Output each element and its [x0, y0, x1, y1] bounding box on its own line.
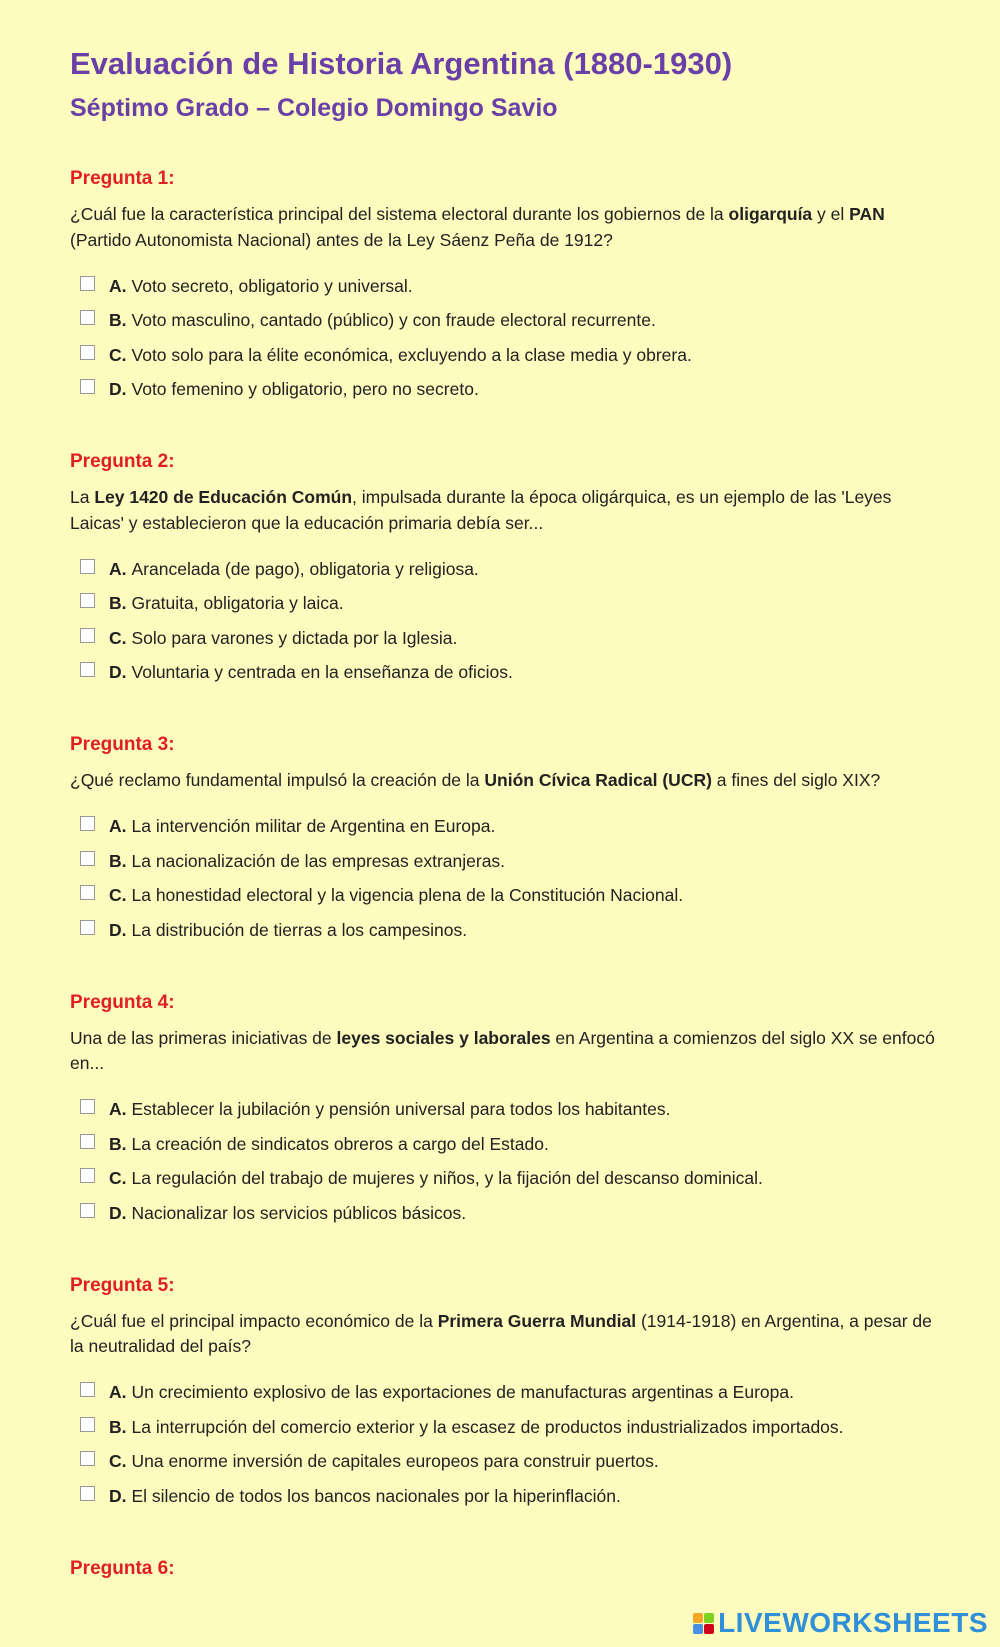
- question-text: [70, 768, 950, 794]
- option-c[interactable]: [70, 1445, 950, 1480]
- question-text-part: ¿Qué reclamo fundamental impulsó la creación de la: [70, 770, 485, 790]
- option-text: Establecer la jubilación y pensión universal para todos los habitantes.: [131, 1099, 671, 1120]
- option-checkbox[interactable]: [80, 379, 95, 394]
- question-text-part: Una de las primeras iniciativas de: [70, 1027, 337, 1048]
- option-text: La regulación del trabajo de mujeres y niños, y la fijación del descanso dominical.: [131, 1168, 763, 1189]
- option-d[interactable]: [70, 1479, 950, 1514]
- question-text: [70, 1026, 950, 1077]
- question-text-bold: Unión Cívica Radical (UCR): [484, 770, 712, 790]
- option-list: [70, 1376, 950, 1514]
- question-label: Pregunta 4:: [70, 991, 175, 1013]
- option-letter: D.: [109, 379, 127, 400]
- option-checkbox[interactable]: [80, 1134, 95, 1149]
- option-b[interactable]: [70, 587, 950, 622]
- option-letter: D.: [109, 662, 127, 683]
- option-letter: C.: [109, 344, 127, 365]
- option-letter: B.: [109, 850, 127, 871]
- option-checkbox[interactable]: [80, 885, 95, 900]
- option-c[interactable]: [70, 1162, 950, 1197]
- option-text: Voto femenino y obligatorio, pero no secreto.: [131, 379, 479, 400]
- question-label: Pregunta 6:: [70, 1557, 175, 1579]
- question-1: [70, 166, 950, 407]
- option-checkbox[interactable]: [80, 851, 95, 866]
- worksheet: [70, 40, 950, 1582]
- option-c[interactable]: [70, 338, 950, 373]
- logo-icon: [693, 1613, 714, 1634]
- option-a[interactable]: [70, 269, 950, 304]
- option-c[interactable]: [70, 879, 950, 914]
- option-letter: B.: [109, 310, 127, 331]
- option-text: El silencio de todos los bancos nacionales por la hiperinflación.: [131, 1485, 621, 1506]
- option-checkbox[interactable]: [80, 1417, 95, 1432]
- option-b[interactable]: [70, 1127, 950, 1162]
- question-text-bold: PAN: [849, 204, 885, 224]
- question-text-part: (Partido Autonomista Nacional) antes de la Ley Sáenz Peña de 1912?: [70, 229, 613, 250]
- question-text-part: La: [70, 487, 95, 507]
- option-letter: C.: [109, 627, 127, 648]
- option-letter: C.: [109, 885, 127, 906]
- option-c[interactable]: [70, 621, 950, 656]
- question-label: Pregunta 1:: [70, 168, 175, 189]
- option-checkbox[interactable]: [80, 1486, 95, 1501]
- question-3: [70, 732, 950, 948]
- question-text-part: y el: [812, 204, 850, 224]
- option-list: [70, 552, 950, 690]
- question-5: [70, 1273, 950, 1514]
- option-text: Voto secreto, obligatorio y universal.: [131, 275, 413, 296]
- option-text: Voto masculino, cantado (público) y con fraude electoral recurrente.: [131, 310, 656, 331]
- option-text: Voto solo para la élite económica, excluyendo a la clase media y obrera.: [131, 344, 692, 365]
- question-text-part: (1914-1918) en Argentina, a pesar de la neutralidad del país?: [70, 1310, 932, 1356]
- option-letter: A.: [109, 558, 127, 579]
- question-text-part: a fines del siglo XIX?: [711, 770, 881, 790]
- option-checkbox[interactable]: [80, 1203, 95, 1218]
- option-text: Arancelada (de pago), obligatoria y religiosa.: [131, 558, 479, 579]
- option-letter: A.: [109, 1099, 127, 1120]
- option-letter: A.: [109, 816, 127, 837]
- option-text: Voluntaria y centrada en la enseñanza de oficios.: [131, 662, 513, 683]
- option-text: Solo para varones y dictada por la Iglesia.: [131, 627, 458, 648]
- option-checkbox[interactable]: [80, 1382, 95, 1397]
- question-label: Pregunta 5:: [70, 1274, 175, 1296]
- question-text-part: en Argentina a comienzos del siglo XX se enfocó en...: [70, 1027, 935, 1073]
- option-text: Gratuita, obligatoria y laica.: [131, 593, 344, 614]
- option-checkbox[interactable]: [80, 1451, 95, 1466]
- option-text: La creación de sindicatos obreros a cargo del Estado.: [131, 1133, 549, 1154]
- option-text: La honestidad electoral y la vigencia plena de la Constitución Nacional.: [131, 885, 684, 906]
- option-letter: B.: [109, 1133, 127, 1154]
- option-letter: A.: [109, 1382, 127, 1403]
- page-title: Evaluación de Historia Argentina (1880-1930): [70, 46, 733, 81]
- question-text: [70, 485, 950, 536]
- question-text: [70, 1309, 950, 1360]
- question-text-bold: oligarquía: [728, 204, 813, 224]
- liveworksheets-logo: [693, 1607, 988, 1639]
- question-6: [70, 1556, 950, 1582]
- option-b[interactable]: [70, 1410, 950, 1445]
- question-text-part: ¿Cuál fue la característica principal del sistema electoral durante los gobiernos de la: [70, 204, 729, 224]
- question-text-bold: Ley 1420 de Educación Común: [94, 487, 353, 507]
- question-text-part: , impulsada durante la época oligárquica, es un ejemplo de las 'Leyes Laicas' y establecieron que la educación primaria debía ser...: [70, 487, 892, 533]
- option-a[interactable]: [70, 1093, 950, 1128]
- option-list: [70, 1093, 950, 1231]
- option-checkbox[interactable]: [80, 1168, 95, 1183]
- option-checkbox[interactable]: [80, 628, 95, 643]
- option-letter: D.: [109, 919, 127, 940]
- option-letter: A.: [109, 275, 127, 296]
- logo-text: LIVEWORKSHEETS: [718, 1607, 988, 1638]
- option-letter: B.: [109, 1416, 127, 1437]
- question-text-bold: Primera Guerra Mundial: [437, 1310, 637, 1331]
- option-checkbox[interactable]: [80, 593, 95, 608]
- option-letter: B.: [109, 593, 127, 614]
- question-list: [70, 166, 950, 1582]
- option-checkbox[interactable]: [80, 559, 95, 574]
- option-a[interactable]: [70, 1376, 950, 1411]
- option-d[interactable]: [70, 913, 950, 948]
- option-list: [70, 269, 950, 407]
- option-letter: C.: [109, 1451, 127, 1472]
- option-text: Un crecimiento explosivo de las exportaciones de manufacturas argentinas a Europa.: [131, 1382, 794, 1403]
- option-text: La interrupción del comercio exterior y la escasez de productos industrializados importados.: [131, 1416, 844, 1437]
- option-b[interactable]: [70, 304, 950, 339]
- option-text: Una enorme inversión de capitales europeos para construir puertos.: [131, 1451, 659, 1472]
- option-text: La intervención militar de Argentina en Europa.: [131, 816, 496, 837]
- option-a[interactable]: [70, 552, 950, 587]
- option-a[interactable]: [70, 810, 950, 845]
- question-text: [70, 202, 950, 253]
- question-4: [70, 990, 950, 1231]
- option-text: Nacionalizar los servicios públicos básicos.: [131, 1202, 467, 1223]
- option-list: [70, 810, 950, 948]
- option-d[interactable]: [70, 373, 950, 408]
- option-checkbox[interactable]: [80, 662, 95, 677]
- page-subtitle: Séptimo Grado – Colegio Domingo Savio: [70, 94, 558, 122]
- option-b[interactable]: [70, 844, 950, 879]
- option-checkbox[interactable]: [80, 816, 95, 831]
- question-text-part: ¿Cuál fue el principal impacto económico de la: [70, 1310, 438, 1331]
- option-letter: D.: [109, 1202, 127, 1223]
- question-label: Pregunta 2:: [70, 451, 175, 472]
- option-checkbox[interactable]: [80, 345, 95, 360]
- option-checkbox[interactable]: [80, 276, 95, 291]
- option-checkbox[interactable]: [80, 1099, 95, 1114]
- option-text: La nacionalización de las empresas extranjeras.: [131, 850, 506, 871]
- question-label: Pregunta 3:: [70, 734, 175, 755]
- option-letter: D.: [109, 1485, 127, 1506]
- option-checkbox[interactable]: [80, 920, 95, 935]
- option-checkbox[interactable]: [80, 310, 95, 325]
- option-d[interactable]: [70, 1196, 950, 1231]
- option-letter: C.: [109, 1168, 127, 1189]
- option-text: La distribución de tierras a los campesinos.: [131, 919, 468, 940]
- question-text-bold: leyes sociales y laborales: [336, 1027, 551, 1048]
- option-d[interactable]: [70, 656, 950, 691]
- question-2: [70, 449, 950, 690]
